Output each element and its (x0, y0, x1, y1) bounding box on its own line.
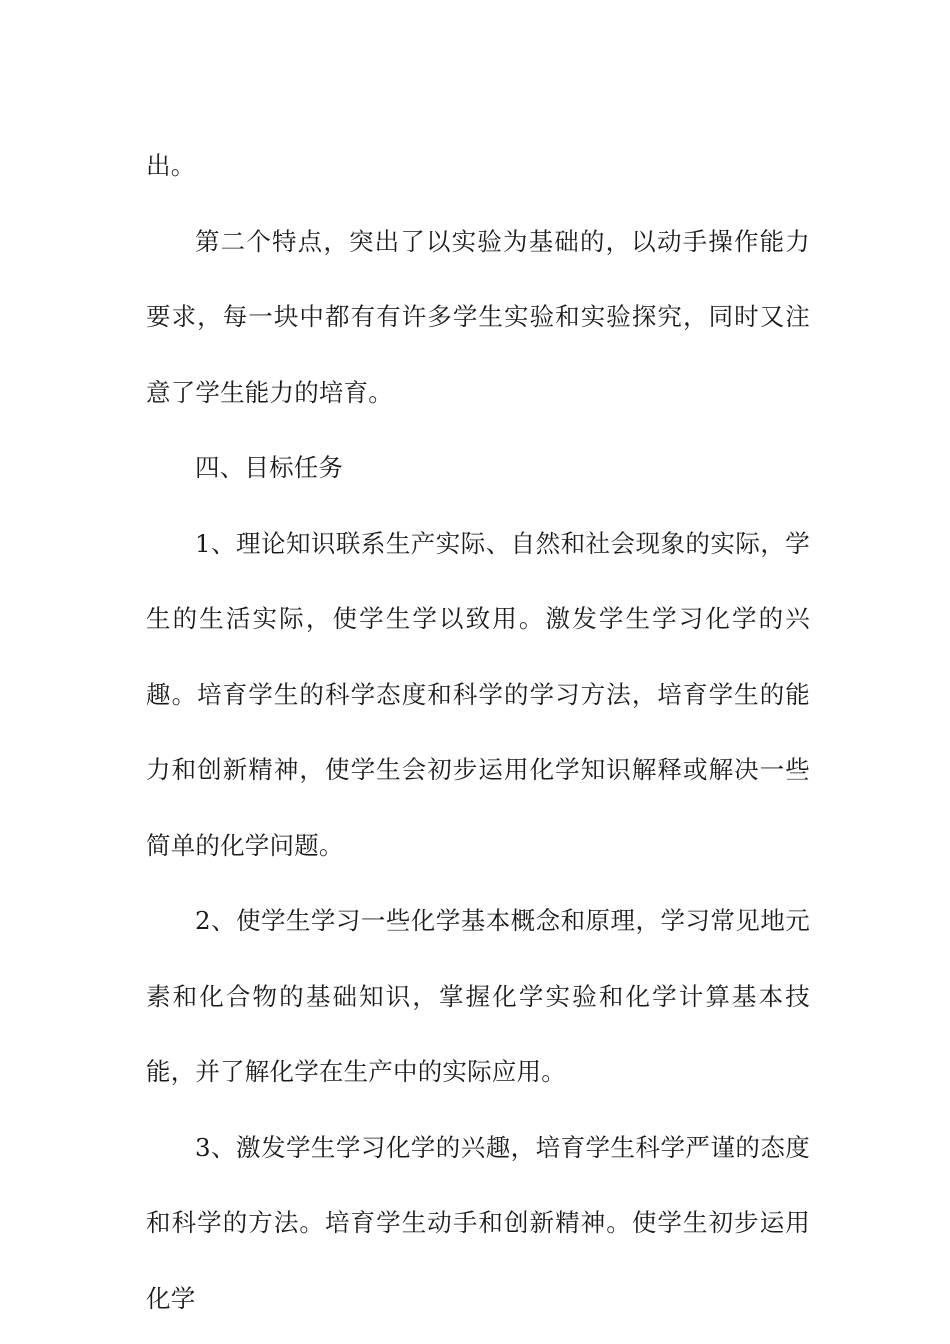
document-body (146, 128, 810, 1336)
paragraph-goal-1: 1、理论知识联系生产实际、自然和社会现象的实际，学生的生活实际，使学生学以致用。激发学生学习化学的兴趣。培育学生的科学态度和科学的学习方法，培育学生的能力和创新精神，使学生会初步运用化学知识解释或解决一些简单的化学问题。 (146, 528, 810, 860)
section-heading-goals: 四、目标任务 (195, 453, 344, 482)
paragraph-goal-3: 3、激发学生学习化学的兴趣，培育学生科学严谨的态度和科学的方法。培育学生动手和创新精神。使学生初步运用化学 (146, 1132, 810, 1313)
paragraph-continuation: 出。 (146, 151, 196, 180)
paragraph-second-feature: 第二个特点，突出了以实验为基础的，以动手操作能力要求，每一块中都有有许多学生实验和实验探究，同时又注意了学生能力的培育。 (146, 226, 810, 407)
paragraph-goal-2: 2、使学生学习一些化学基本概念和原理，学习常见地元素和化合物的基础知识，掌握化学实验和化学计算基本技能，并了解化学在生产中的实际应用。 (146, 906, 810, 1086)
